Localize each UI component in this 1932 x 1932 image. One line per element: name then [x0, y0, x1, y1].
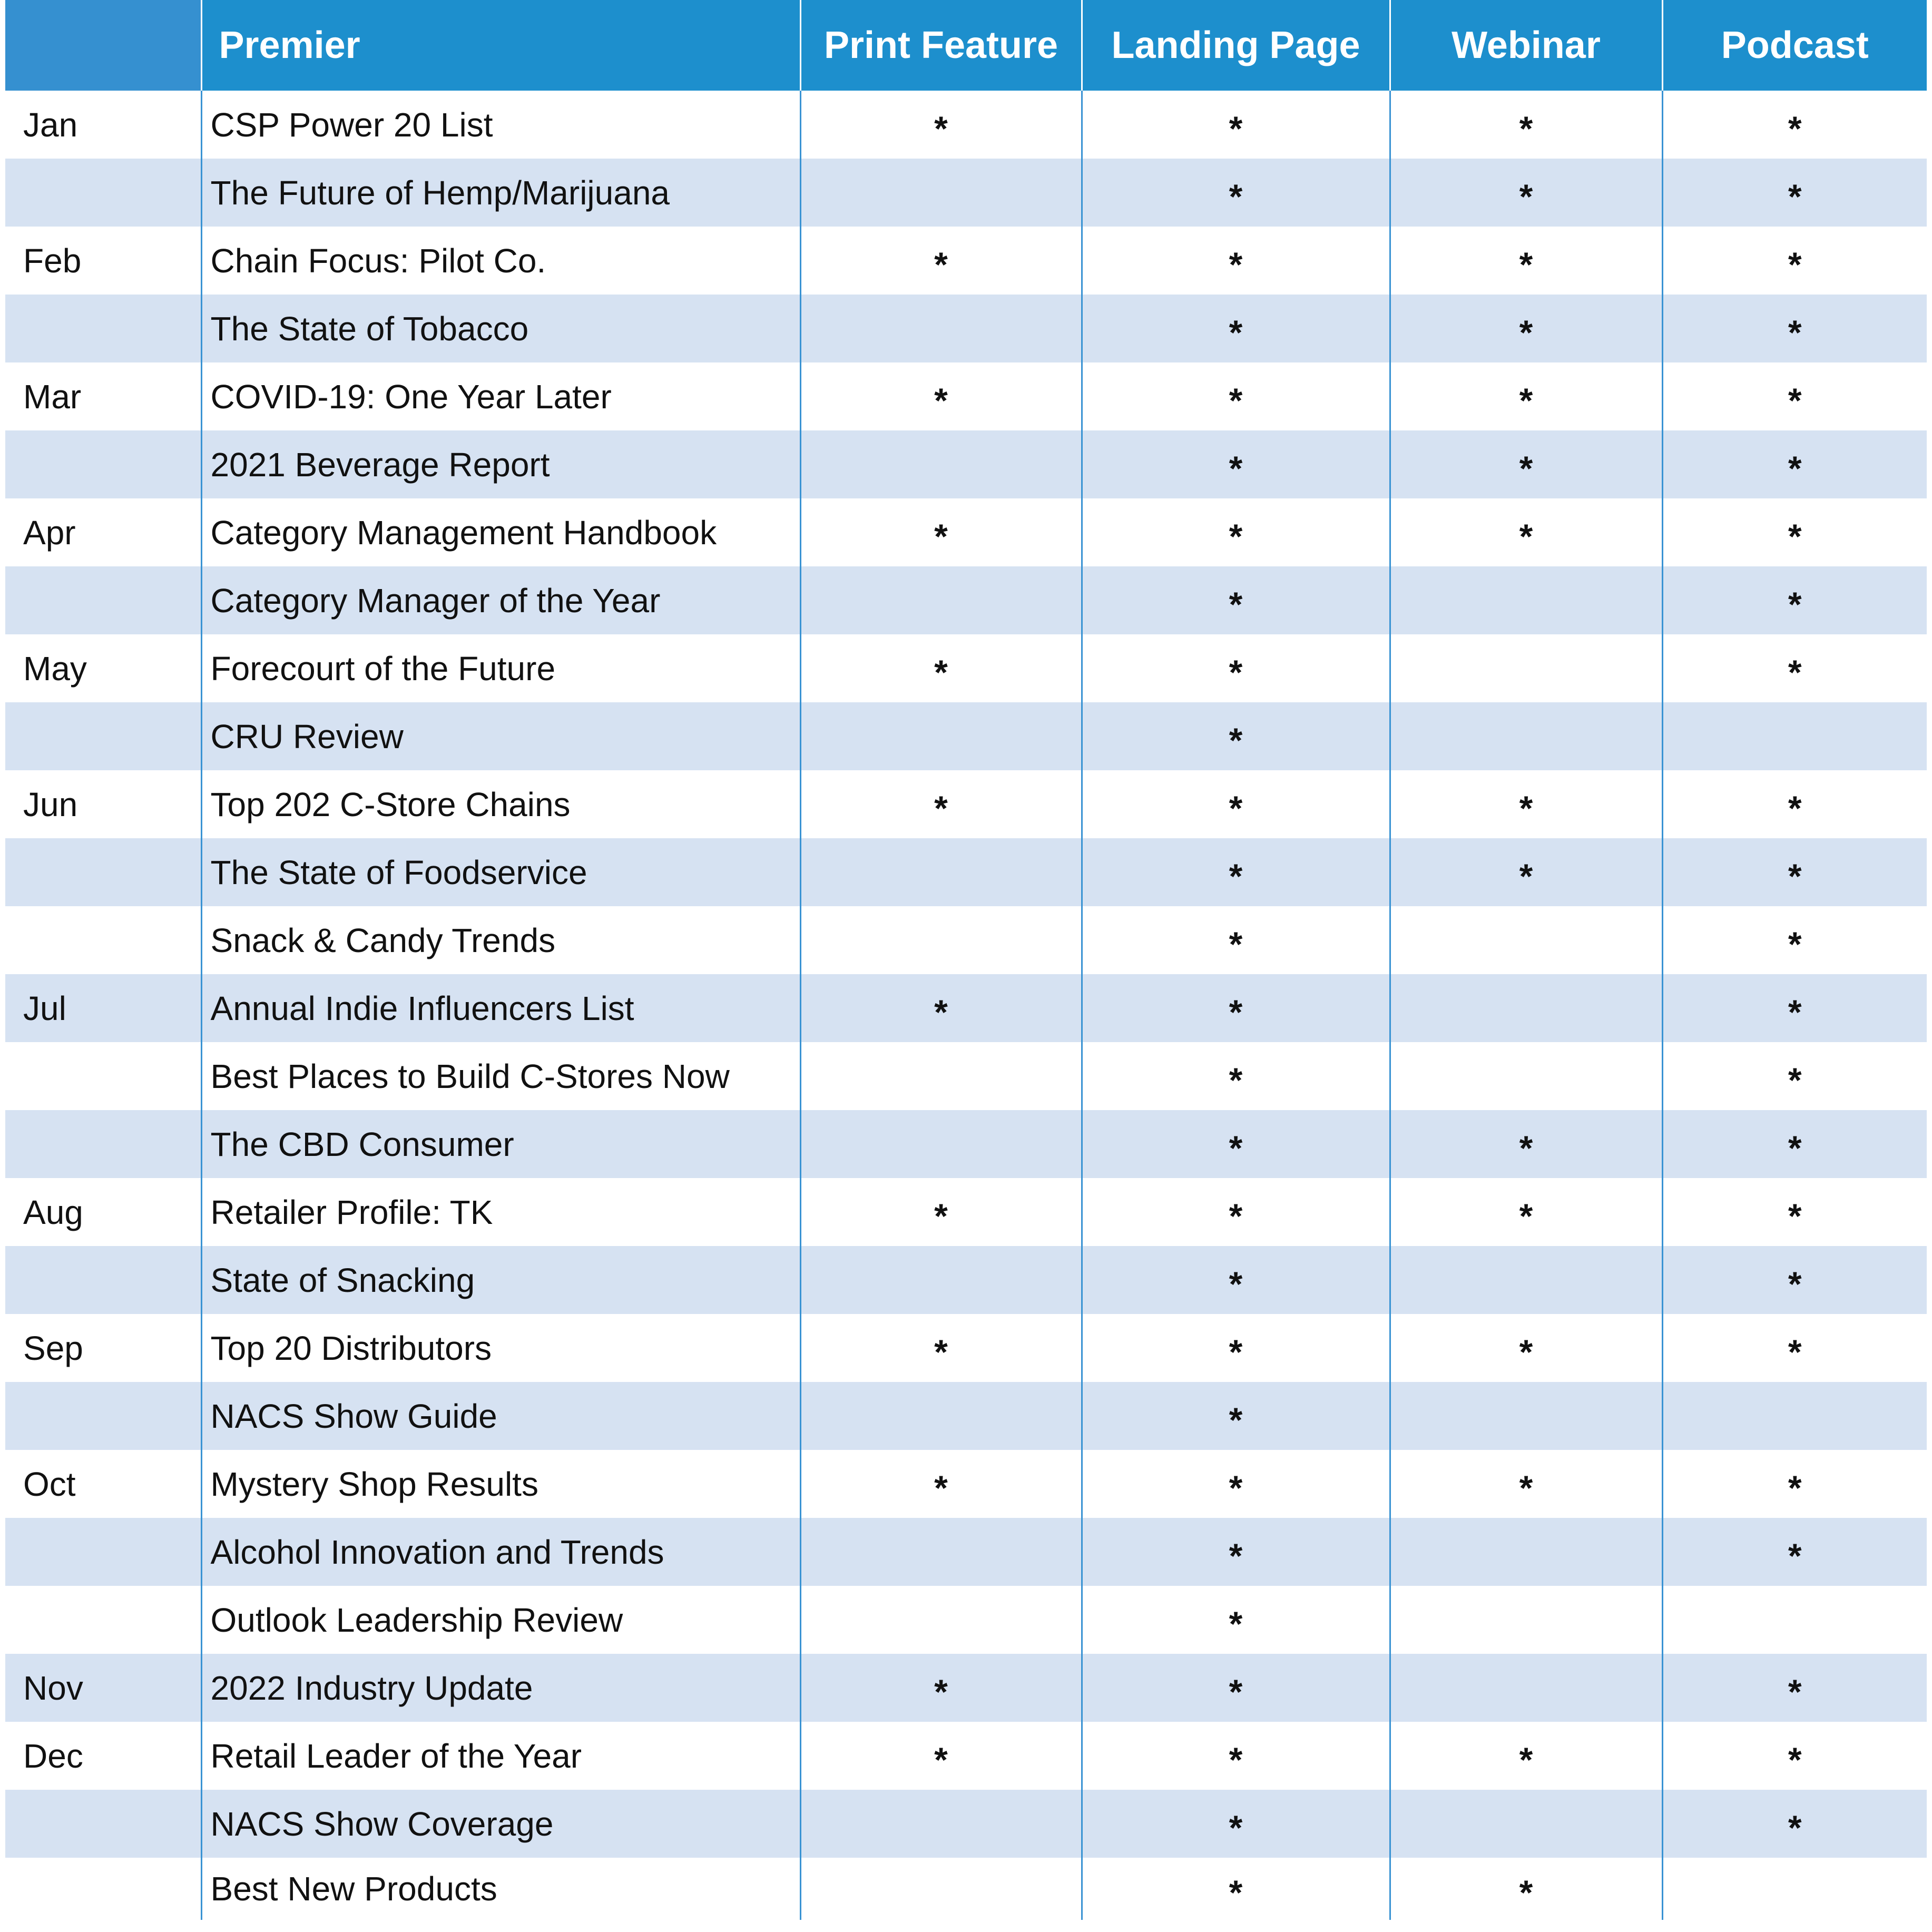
month-cell: Sep	[23, 1329, 83, 1367]
table-row	[5, 227, 1927, 295]
month-cell: May	[23, 649, 87, 688]
webinar-mark: *	[1390, 838, 1662, 906]
month-cell	[5, 1042, 201, 1110]
landing-page-mark: *	[1082, 1246, 1390, 1314]
table-row	[5, 634, 1927, 702]
print-feature-mark	[800, 1518, 1082, 1586]
webinar-mark	[1390, 702, 1662, 770]
print-feature-mark	[800, 1110, 1082, 1178]
print-feature-mark	[800, 1858, 1082, 1920]
webinar-mark: *	[1390, 1178, 1662, 1246]
table-row	[5, 1586, 1927, 1654]
webinar-mark: *	[1390, 770, 1662, 838]
landing-page-mark: *	[1082, 430, 1390, 498]
premier-title-cell: Top 20 Distributors	[201, 1314, 800, 1382]
premier-title-cell: Best New Products	[201, 1858, 800, 1920]
premier-title-cell: Retailer Profile: TK	[201, 1178, 800, 1246]
podcast-mark: *	[1662, 430, 1927, 498]
landing-page-mark: *	[1082, 295, 1390, 362]
header-webinar: Webinar	[1390, 0, 1662, 91]
webinar-mark: *	[1390, 159, 1662, 227]
premier-title-cell: Annual Indie Influencers List	[201, 974, 800, 1042]
landing-page-mark: *	[1082, 770, 1390, 838]
table-row	[5, 1382, 1927, 1450]
print-feature-mark	[800, 1382, 1082, 1450]
webinar-mark: *	[1390, 1110, 1662, 1178]
table-row	[5, 838, 1927, 906]
print-feature-mark: *	[800, 1450, 1082, 1518]
month-cell: Aug	[23, 1193, 83, 1231]
premier-title-cell: Top 202 C-Store Chains	[201, 770, 800, 838]
webinar-mark: *	[1390, 91, 1662, 159]
landing-page-mark: *	[1082, 634, 1390, 702]
month-cell: Feb	[23, 241, 82, 280]
premier-title-cell: Mystery Shop Results	[201, 1450, 800, 1518]
premier-title-cell: 2021 Beverage Report	[201, 430, 800, 498]
print-feature-mark	[800, 159, 1082, 227]
webinar-mark: *	[1390, 227, 1662, 295]
premier-title-cell: Forecourt of the Future	[201, 634, 800, 702]
month-cell: Jan	[23, 105, 78, 144]
header-row	[5, 0, 1927, 91]
print-feature-mark	[800, 702, 1082, 770]
table-row	[5, 906, 1927, 974]
print-feature-mark: *	[800, 770, 1082, 838]
month-cell	[5, 566, 201, 634]
premier-title-cell: The State of Foodservice	[201, 838, 800, 906]
header-premier: Premier	[201, 0, 800, 91]
table-row	[5, 566, 1927, 634]
month-cell	[5, 1246, 201, 1314]
print-feature-mark: *	[800, 1178, 1082, 1246]
print-feature-mark	[800, 838, 1082, 906]
table-row	[5, 1858, 1927, 1920]
premier-title-cell: The CBD Consumer	[201, 1110, 800, 1178]
table-body	[5, 91, 1927, 1920]
table-row	[5, 362, 1927, 430]
webinar-mark	[1390, 1518, 1662, 1586]
webinar-mark: *	[1390, 362, 1662, 430]
podcast-mark: *	[1662, 770, 1927, 838]
print-feature-mark: *	[800, 1654, 1082, 1722]
table-row	[5, 1042, 1927, 1110]
landing-page-mark: *	[1082, 1178, 1390, 1246]
webinar-mark: *	[1390, 498, 1662, 566]
table-row	[5, 1246, 1927, 1314]
landing-page-mark: *	[1082, 91, 1390, 159]
premier-title-cell: Chain Focus: Pilot Co.	[201, 227, 800, 295]
table-row	[5, 1654, 1927, 1722]
table-row	[5, 1178, 1927, 1246]
landing-page-mark: *	[1082, 227, 1390, 295]
podcast-mark: *	[1662, 1246, 1927, 1314]
month-cell: Jun	[23, 785, 78, 823]
podcast-mark: *	[1662, 159, 1927, 227]
table-row	[5, 1314, 1927, 1382]
table-row	[5, 91, 1927, 159]
podcast-mark	[1662, 1586, 1927, 1654]
table-row	[5, 1450, 1927, 1518]
podcast-mark	[1662, 1382, 1927, 1450]
month-cell	[5, 430, 201, 498]
landing-page-mark: *	[1082, 1654, 1390, 1722]
podcast-mark: *	[1662, 838, 1927, 906]
header-podcast: Podcast	[1662, 0, 1927, 91]
premier-title-cell: Snack & Candy Trends	[201, 906, 800, 974]
month-cell	[5, 1586, 201, 1654]
landing-page-mark: *	[1082, 1450, 1390, 1518]
premier-title-cell: The State of Tobacco	[201, 295, 800, 362]
landing-page-mark: *	[1082, 1110, 1390, 1178]
print-feature-mark	[800, 566, 1082, 634]
podcast-mark	[1662, 702, 1927, 770]
landing-page-mark: *	[1082, 906, 1390, 974]
podcast-mark: *	[1662, 1654, 1927, 1722]
table-row	[5, 295, 1927, 362]
podcast-mark: *	[1662, 362, 1927, 430]
webinar-mark	[1390, 634, 1662, 702]
landing-page-mark: *	[1082, 1858, 1390, 1920]
podcast-mark: *	[1662, 566, 1927, 634]
print-feature-mark	[800, 1246, 1082, 1314]
table-row	[5, 1518, 1927, 1586]
table-row	[5, 159, 1927, 227]
podcast-mark: *	[1662, 1314, 1927, 1382]
print-feature-mark: *	[800, 974, 1082, 1042]
landing-page-mark: *	[1082, 566, 1390, 634]
print-feature-mark	[800, 1586, 1082, 1654]
landing-page-mark: *	[1082, 1314, 1390, 1382]
premier-title-cell: COVID-19: One Year Later	[201, 362, 800, 430]
webinar-mark: *	[1390, 1722, 1662, 1790]
landing-page-mark: *	[1082, 498, 1390, 566]
landing-page-mark: *	[1082, 1042, 1390, 1110]
month-cell	[5, 1518, 201, 1586]
webinar-mark: *	[1390, 430, 1662, 498]
print-feature-mark: *	[800, 91, 1082, 159]
webinar-mark	[1390, 906, 1662, 974]
month-cell: Apr	[23, 513, 76, 552]
premier-title-cell: Outlook Leadership Review	[201, 1586, 800, 1654]
webinar-mark	[1390, 1790, 1662, 1858]
podcast-mark: *	[1662, 91, 1927, 159]
podcast-mark: *	[1662, 295, 1927, 362]
podcast-mark: *	[1662, 1450, 1927, 1518]
webinar-mark	[1390, 1042, 1662, 1110]
premier-title-cell: The Future of Hemp/Marijuana	[201, 159, 800, 227]
webinar-mark	[1390, 1586, 1662, 1654]
webinar-mark	[1390, 1246, 1662, 1314]
webinar-mark	[1390, 566, 1662, 634]
print-feature-mark	[800, 295, 1082, 362]
print-feature-mark: *	[800, 498, 1082, 566]
print-feature-mark: *	[800, 362, 1082, 430]
month-cell	[5, 906, 201, 974]
header-print-feature: Print Feature	[800, 0, 1082, 91]
premier-title-cell: State of Snacking	[201, 1246, 800, 1314]
landing-page-mark: *	[1082, 1722, 1390, 1790]
webinar-mark: *	[1390, 295, 1662, 362]
premier-title-cell: NACS Show Coverage	[201, 1790, 800, 1858]
landing-page-mark: *	[1082, 362, 1390, 430]
print-feature-mark	[800, 430, 1082, 498]
premier-title-cell: 2022 Industry Update	[201, 1654, 800, 1722]
print-feature-mark	[800, 906, 1082, 974]
print-feature-mark: *	[800, 227, 1082, 295]
table-row	[5, 1722, 1927, 1790]
month-cell: Oct	[23, 1465, 76, 1503]
podcast-mark: *	[1662, 1722, 1927, 1790]
landing-page-mark: *	[1082, 1382, 1390, 1450]
webinar-mark: *	[1390, 1858, 1662, 1920]
podcast-mark: *	[1662, 974, 1927, 1042]
landing-page-mark: *	[1082, 702, 1390, 770]
landing-page-mark: *	[1082, 974, 1390, 1042]
print-feature-mark: *	[800, 1314, 1082, 1382]
table-row	[5, 1110, 1927, 1178]
podcast-mark: *	[1662, 634, 1927, 702]
landing-page-mark: *	[1082, 1586, 1390, 1654]
print-feature-mark	[800, 1790, 1082, 1858]
month-cell	[5, 1382, 201, 1450]
premier-title-cell: Alcohol Innovation and Trends	[201, 1518, 800, 1586]
month-cell	[5, 1110, 201, 1178]
month-cell	[5, 702, 201, 770]
print-feature-mark	[800, 1042, 1082, 1110]
premier-title-cell: CSP Power 20 List	[201, 91, 800, 159]
header-landing-page: Landing Page	[1082, 0, 1390, 91]
landing-page-mark: *	[1082, 159, 1390, 227]
podcast-mark: *	[1662, 1790, 1927, 1858]
webinar-mark: *	[1390, 1450, 1662, 1518]
print-feature-mark: *	[800, 1722, 1082, 1790]
month-cell	[5, 838, 201, 906]
podcast-mark: *	[1662, 1042, 1927, 1110]
premier-title-cell: NACS Show Guide	[201, 1382, 800, 1450]
table-row	[5, 1790, 1927, 1858]
table-row	[5, 974, 1927, 1042]
print-feature-mark: *	[800, 634, 1082, 702]
webinar-mark	[1390, 1382, 1662, 1450]
month-cell	[5, 1790, 201, 1858]
table-header	[5, 0, 1927, 91]
podcast-mark: *	[1662, 906, 1927, 974]
month-cell	[5, 1858, 201, 1920]
podcast-mark: *	[1662, 1178, 1927, 1246]
premier-title-cell: Category Manager of the Year	[201, 566, 800, 634]
podcast-mark: *	[1662, 1518, 1927, 1586]
month-cell: Dec	[23, 1737, 83, 1775]
month-cell	[5, 295, 201, 362]
webinar-mark	[1390, 974, 1662, 1042]
month-cell: Mar	[23, 377, 82, 416]
premier-title-cell: CRU Review	[201, 702, 800, 770]
premier-title-cell: Category Management Handbook	[201, 498, 800, 566]
table-row	[5, 498, 1927, 566]
webinar-mark	[1390, 1654, 1662, 1722]
landing-page-mark: *	[1082, 1518, 1390, 1586]
table-row	[5, 430, 1927, 498]
premier-title-cell: Best Places to Build C-Stores Now	[201, 1042, 800, 1110]
editorial-schedule-table	[5, 0, 1927, 1920]
header-month	[5, 0, 201, 91]
landing-page-mark: *	[1082, 838, 1390, 906]
month-cell: Nov	[5, 1654, 201, 1722]
table-row	[5, 702, 1927, 770]
month-cell: Jul	[5, 974, 201, 1042]
podcast-mark: *	[1662, 1110, 1927, 1178]
premier-title-cell: Retail Leader of the Year	[201, 1722, 800, 1790]
month-cell	[5, 159, 201, 227]
podcast-mark: *	[1662, 227, 1927, 295]
webinar-mark: *	[1390, 1314, 1662, 1382]
table-row	[5, 770, 1927, 838]
landing-page-mark: *	[1082, 1790, 1390, 1858]
podcast-mark: *	[1662, 498, 1927, 566]
podcast-mark	[1662, 1858, 1927, 1920]
